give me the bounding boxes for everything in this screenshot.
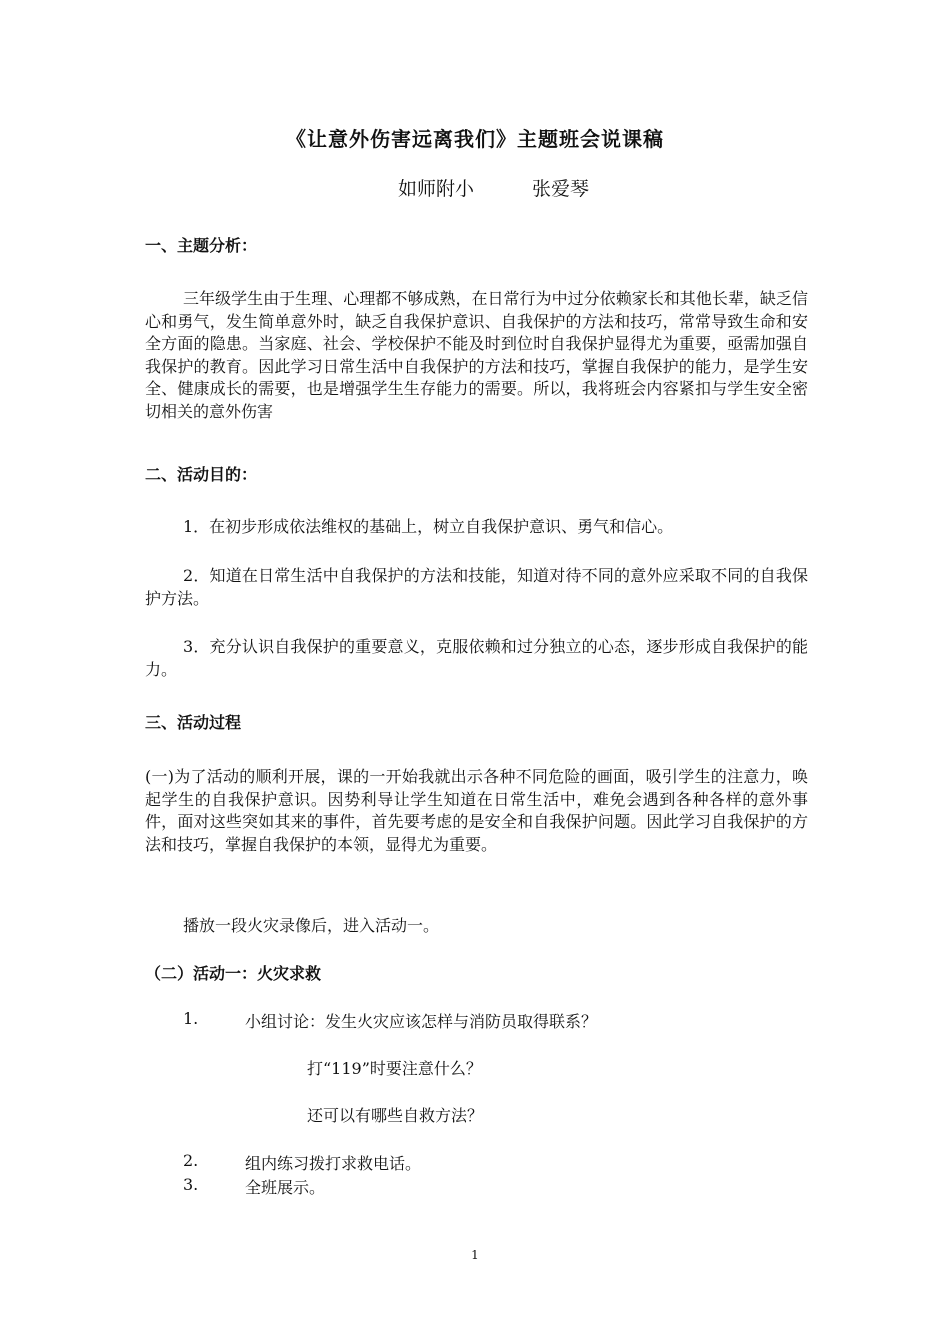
list-item-text: 组内练习拨打求救电话。 <box>245 1154 422 1173</box>
sub-question-1: 打“119”时要注意什么？ <box>307 1059 482 1078</box>
school-name: 如师附小 <box>398 178 475 200</box>
section2-heading: 二、活动目的： <box>145 465 258 484</box>
list-item-text: 全班展示。 <box>245 1178 326 1197</box>
goal-item-2: 2．知道在日常生活中自我保护的方法和技能，知道对待不同的意外应采取不同的自我保护方法。 <box>145 566 808 608</box>
document-title: 《让意外伤害远离我们》主题班会说课稿 <box>286 127 664 151</box>
page-number: 1 <box>471 1248 479 1262</box>
list-item-number: 2. <box>183 1151 199 1170</box>
sub-question-2: 还可以有哪些自救方法？ <box>307 1106 484 1125</box>
section3-heading: 三、活动过程 <box>145 713 242 732</box>
section1-heading: 一、主题分析： <box>145 236 258 255</box>
video-note: 播放一段火灾录像后，进入活动一。 <box>183 916 440 935</box>
list-item-number: 3. <box>183 1175 199 1194</box>
goal-item-1: 1．在初步形成依法维权的基础上，树立自我保护意识、勇气和信心。 <box>183 517 674 536</box>
part2-heading: （二）活动一：火灾求救 <box>145 964 322 983</box>
list-item-number: 1. <box>183 1009 199 1028</box>
goal-item-3: 3．充分认识自我保护的重要意义，克服依赖和过分独立的心态，逐步形成自我保护的能力。 <box>145 637 808 679</box>
section1-paragraph: 三年级学生由于生理、心理都不够成熟，在日常行为中过分依赖家长和其他长辈，缺乏信心和勇气，发生简单意外时，缺乏自我保护意识、自我保护的方法和技巧，常常导致生命和安全方面的隐患。当家庭、社会、学校保护不能及时到位时自我保护显得尤为重要，亟需加强自我保护的教育。因此学习日常生活中自我保护的方法和技巧，掌握自我保护的能力，是学生安全、健康成长的需要，也是增强学生生存能力的需要。所以，我将班会内容紧扣与学生安全密切相关的意外伤害 <box>145 289 808 421</box>
list-item-text: 小组讨论：发生火灾应该怎样与消防员取得联系？ <box>245 1012 598 1031</box>
author-name: 张爱琴 <box>532 178 590 200</box>
process-part1: (一)为了活动的顺利开展，课的一开始我就出示各种不同危险的画面，吸引学生的注意力，唤起学生的自我保护意识。因势利导让学生知道在日常生活中，难免会遇到各种各样的意外事件，面对这些突如其来的事件，首先要考虑的是安全和自我保护问题。因此学习自我保护的方法和技巧，掌握自我保护的本领，显得尤为重要。 <box>145 767 808 854</box>
